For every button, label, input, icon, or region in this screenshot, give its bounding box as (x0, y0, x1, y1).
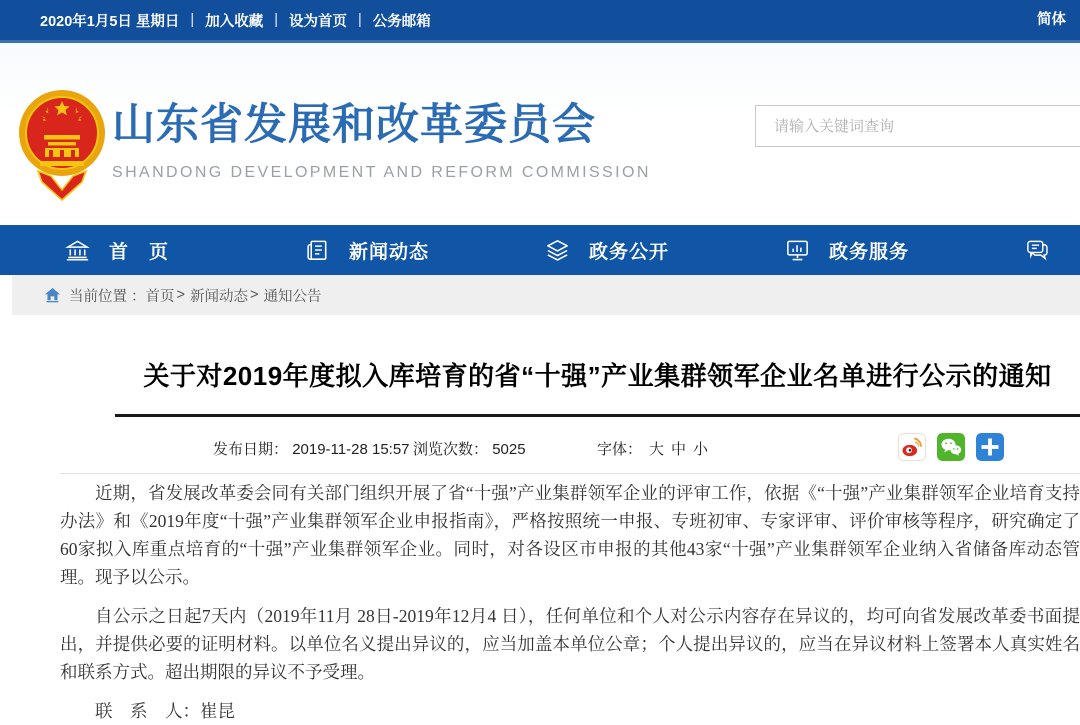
topbar-date: 2020年1月5日 星期日 (40, 13, 180, 30)
breadcrumb-item-notices[interactable]: 通知公告 (263, 288, 322, 305)
language-toggle[interactable]: 简体 (1037, 12, 1066, 28)
article-meta (60, 432, 1080, 462)
layers-icon (544, 237, 571, 264)
font-size-medium[interactable]: 中 (671, 441, 687, 458)
chat-bubbles-icon (1024, 237, 1051, 264)
site-header (0, 43, 1080, 225)
breadcrumb-separator: > (176, 287, 185, 303)
meta-divider (60, 473, 1080, 474)
nav-item-gov-info[interactable] (544, 237, 784, 264)
main-nav (0, 225, 1080, 275)
site-logo[interactable] (18, 87, 106, 208)
article (0, 360, 1080, 725)
breadcrumb-prefix: 当前位置 ： (69, 288, 146, 305)
national-emblem-icon (18, 87, 106, 203)
nav-label: 政务公开 (589, 241, 670, 263)
topbar-link-official-mail[interactable]: 公务邮箱 (372, 13, 431, 30)
monitor-chart-icon (784, 237, 811, 264)
nav-label: 政务服务 (829, 241, 910, 263)
breadcrumb-item-home[interactable]: 首页 (145, 288, 175, 305)
topbar-link-add-favorite[interactable]: 加入收藏 (205, 13, 264, 30)
breadcrumb-item-news[interactable]: 新闻动态 (190, 288, 248, 305)
nav-item-interaction[interactable] (1024, 237, 1069, 264)
nav-item-home[interactable] (64, 237, 304, 264)
article-body (60, 479, 1080, 725)
newspaper-icon (304, 237, 331, 264)
font-size-control: 字体： 大 中 小 (597, 441, 709, 458)
publish-date: 发布日期： 2019-11-28 15:57 (213, 441, 410, 458)
site-title: 山东省发展和改革委员会 (112, 101, 596, 149)
share-buttons (898, 433, 1004, 461)
view-count: 浏览次数： 5025 (413, 441, 526, 458)
share-more-icon[interactable] (976, 433, 1004, 461)
home-icon (44, 287, 61, 303)
weibo-icon[interactable] (898, 433, 926, 461)
wechat-icon[interactable] (937, 433, 965, 461)
bank-icon (64, 237, 91, 264)
font-size-large[interactable]: 大 (649, 441, 665, 458)
article-title: 关于对2019年度拟入库培育的省“十强”产业集群领军企业名单进行公示的通知 (143, 361, 1052, 391)
topbar (0, 0, 1080, 43)
search-input[interactable] (755, 105, 1080, 147)
site-titles (112, 91, 651, 182)
paragraph: 自公示之日起7天内（2019年11月 28日-2019年12月4 日），任何单位和个人对公示内容存在异议的，均可向省发展改革委书面提出，并提供必要的证明材料。以单位名义提出异议的，应当加盖本单位公章；个人提出异议的，应当在异议材料上签署本人真实姓名和联系方式。超出期限的异议不予受理。 (60, 606, 1080, 682)
font-size-small[interactable]: 小 (693, 441, 709, 458)
title-divider (115, 414, 1080, 417)
breadcrumb (12, 275, 1080, 315)
nav-item-news[interactable] (304, 237, 544, 264)
topbar-separator: | (274, 12, 278, 28)
site-title-en: SHANDONG DEVELOPMENT AND REFORM COMMISSION (112, 164, 651, 181)
topbar-separator: | (357, 12, 362, 28)
nav-item-gov-services[interactable] (784, 237, 1024, 264)
nav-label: 首 页 (109, 241, 170, 263)
paragraph: 近期，省发展改革委会同有关部门组织开展了省“十强”产业集群领军企业的评审工作，依据《“十强”产业集群领军企业培育支持办法》和《2019年度“十强”产业集群领军企业申报指南》，严格按照统一申报、专班初审、专家评审、评价审核等程序，研究确定了60家拟入库重点培育的“十强”产业集群领军企业。同时，对各设区市申报的其他43家“十强”产业集群领军企业纳入省储备库动态管理。现予以公示。 (60, 483, 1080, 587)
topbar-separator: | (190, 12, 195, 28)
breadcrumb-separator: > (250, 287, 259, 303)
nav-label: 新闻动态 (349, 241, 430, 263)
topbar-link-set-homepage[interactable]: 设为首页 (288, 13, 347, 30)
contact-line: 联 系 人：崔昆 (95, 701, 235, 721)
